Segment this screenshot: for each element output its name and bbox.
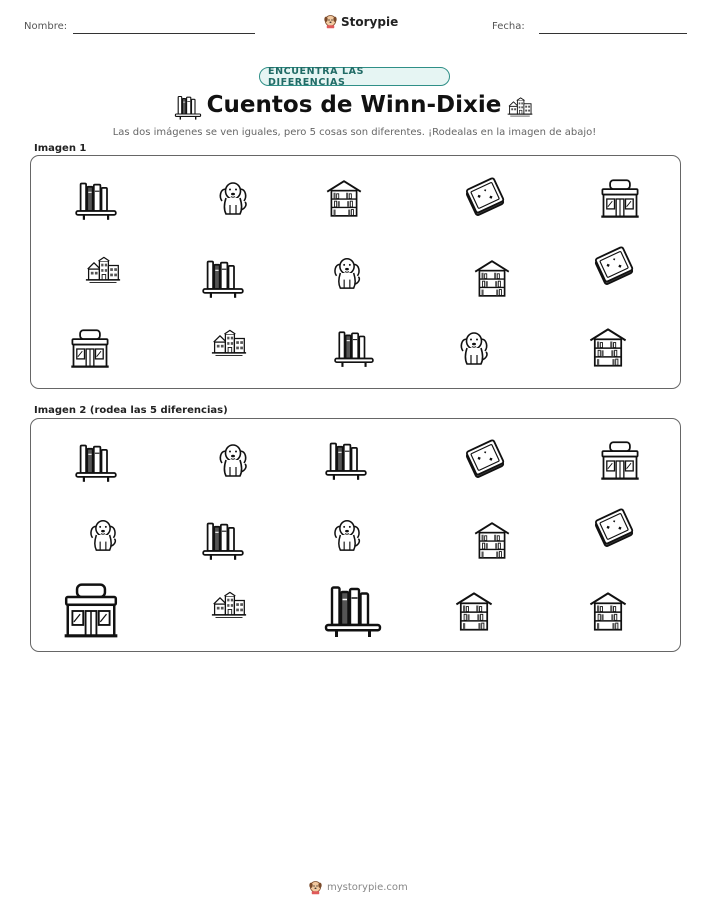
- town-icon: [505, 94, 535, 120]
- mascot-icon: [308, 880, 323, 895]
- book-house-icon: [323, 176, 365, 220]
- storybook-icon: [459, 175, 511, 221]
- bookshelf-icon[interactable]: [320, 580, 386, 640]
- shop-icon: [65, 327, 115, 371]
- image2-label: Imagen 2 (rodea las 5 diferencias): [34, 405, 228, 416]
- image1-label: Imagen 1: [34, 143, 87, 154]
- footer: [308, 880, 408, 895]
- shop-icon[interactable]: [55, 580, 127, 642]
- bookshelf-icon[interactable]: [200, 518, 246, 562]
- book-house-icon: [471, 255, 513, 301]
- brand-name: Storypie: [341, 14, 399, 29]
- town-icon[interactable]: [206, 587, 252, 623]
- bookshelf-icon: [200, 256, 246, 300]
- page-title: Cuentos de Winn-Dixie: [206, 92, 502, 118]
- name-label: Nombre:: [24, 21, 68, 32]
- dog-icon: [213, 173, 253, 221]
- dog-icon[interactable]: [328, 509, 366, 559]
- dog-icon: [454, 322, 494, 372]
- bookshelf-icon: [174, 93, 202, 121]
- dog-icon[interactable]: [84, 509, 122, 559]
- storybook-icon[interactable]: [459, 437, 511, 483]
- activity-badge: ENCUENTRA LAS DIFERENCIAS: [259, 67, 450, 86]
- storybook-icon[interactable]: [587, 506, 641, 552]
- mascot-icon: [323, 14, 338, 29]
- town-icon: [80, 252, 126, 288]
- instructions: Las dos imágenes se ven iguales, pero 5 cosas son diferentes. ¡Rodealas en la imagen de abajo!: [112, 127, 597, 138]
- bookshelf-icon: [73, 178, 119, 222]
- date-label: Fecha:: [492, 21, 525, 32]
- shop-icon[interactable]: [596, 439, 644, 483]
- dog-icon[interactable]: [213, 435, 253, 483]
- brand-logo: [323, 14, 398, 29]
- book-house-icon[interactable]: [586, 588, 630, 634]
- book-house-icon[interactable]: [452, 588, 496, 634]
- bookshelf-icon: [331, 327, 377, 369]
- book-house-icon[interactable]: [471, 517, 513, 563]
- footer-site[interactable]: mystorypie.com: [327, 882, 408, 893]
- shop-icon: [596, 177, 644, 221]
- bookshelf-icon[interactable]: [73, 440, 119, 484]
- book-house-icon: [586, 324, 630, 370]
- bookshelf-icon[interactable]: [323, 438, 369, 482]
- storybook-icon: [587, 244, 641, 290]
- dog-icon: [328, 247, 366, 297]
- name-field-line[interactable]: [73, 33, 255, 34]
- date-field-line[interactable]: [539, 33, 687, 34]
- town-icon: [206, 325, 252, 361]
